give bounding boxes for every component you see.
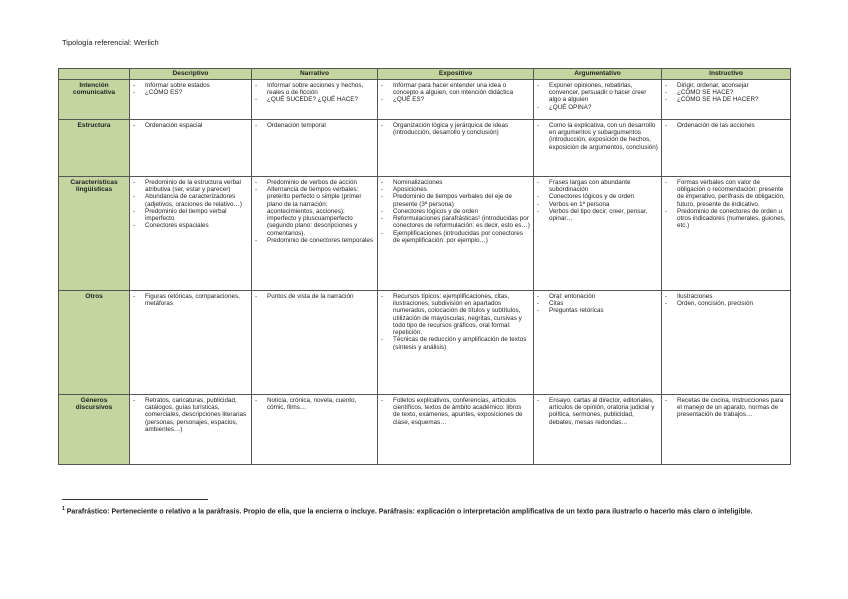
list-item: - Dirigir, ordenar, aconsejar [665, 82, 787, 89]
list-item: - Alternancia de tiempos verbales: pretérito perfecto o simple (primer plano de la narración: acontecimientos, acciones); imperfecto y pluscuamperfecto (segundo plano: descripciones y comentarios). [255, 186, 374, 237]
cell-list [665, 82, 787, 104]
list-item: - ¿CÓMO ES? [133, 89, 248, 96]
cell-list [537, 293, 658, 315]
column-header: Narrativo [252, 69, 378, 80]
table-row [59, 119, 791, 176]
list-item: - ¿QUÉ SUCEDE? ¿QUÉ HACE? [255, 96, 374, 103]
list-item: - Ordenación de las acciones [665, 122, 787, 129]
cell-list [381, 179, 530, 245]
table-cell [534, 394, 662, 464]
table-cell [130, 79, 252, 119]
table-cell [252, 290, 378, 394]
cell-list [255, 179, 374, 245]
list-item: - Predominio de tiempos verbales del eje de presente (3ª persona) [381, 193, 530, 208]
list-item: - Aposiciones [381, 186, 530, 193]
table-cell [130, 394, 252, 464]
list-item: - Recetas de cocina, instrucciones para el manejo de un aparato, normas de presentación de trabajos… [665, 397, 787, 419]
table-cell [130, 290, 252, 394]
list-item: - Verbos en 1ª persona [537, 201, 658, 208]
typology-table [58, 68, 791, 465]
cell-list [255, 397, 374, 412]
cell-list [133, 397, 248, 433]
table-cell [378, 119, 534, 176]
table-cell [378, 176, 534, 290]
list-item: - Predominio de conectores de orden u otros indicadores (numerales, guiones, etc.) [665, 208, 787, 230]
table-cell [252, 79, 378, 119]
list-item: - ¿CÓMO SE HACE? [665, 89, 787, 96]
list-item: - Retratos, caricaturas, publicidad, catálogos, guías turísticas, comerciales, descripciones literarias (personas, personajes, espacios, ambientes…) [133, 397, 248, 433]
list-item: - Predominio de verbos de acción [255, 179, 374, 186]
list-item: - Reformulaciones parafrásticas¹ (introducidas por conectores de reformulación: es decir, esto es…) [381, 215, 530, 230]
cell-list [537, 397, 658, 426]
row-header: Otros [59, 290, 130, 394]
list-item: - Ejemplificaciones (introducidas por conectores de ejemplificación: por ejemplo…) [381, 230, 530, 245]
list-item: - Conectores lógicos y de orden [537, 193, 658, 200]
table-cell [252, 394, 378, 464]
list-item: - Ordenación espacial [133, 122, 248, 129]
list-item: - ¿QUÉ OPINA? [537, 104, 658, 111]
table-body [59, 79, 791, 464]
list-item: - Oral: entonación [537, 293, 658, 300]
list-item: - Organización lógica y jerárquica de ideas (introducción, desarrollo y conclusión) [381, 122, 530, 137]
cell-list [381, 397, 530, 426]
list-item: - Frases largas con abundante subordinación [537, 179, 658, 194]
list-item: - ¿QUÉ ES? [381, 96, 530, 103]
cell-list [133, 122, 248, 129]
table-cell [534, 176, 662, 290]
table-row [59, 79, 791, 119]
corner-cell [59, 69, 130, 80]
list-item: - Técnicas de reducción y amplificación de textos (síntesis y análisis) [381, 336, 530, 351]
cell-list [537, 179, 658, 223]
row-header: Géneros discursivos [59, 394, 130, 464]
row-header: Estructura [59, 119, 130, 176]
list-item: - Verbos del tipo decir, creer, pensar, opinar… [537, 208, 658, 223]
list-item: - Informar sobre estados [133, 82, 248, 89]
cell-list [381, 122, 530, 137]
list-item: - Abundancia de caracterizadores (adjetivos, oraciones de relativo…) [133, 193, 248, 208]
column-header: Instructivo [662, 69, 791, 80]
column-header: Expositivo [378, 69, 534, 80]
list-item: - Nominalizaciones [381, 179, 530, 186]
list-item: - Predominio de conectores temporales [255, 237, 374, 244]
table-cell [662, 394, 791, 464]
list-item: - Ordenación temporal [255, 122, 374, 129]
footnote-marker: 1 [62, 506, 65, 512]
table-row [59, 176, 791, 290]
list-item: - Predominio del tiempo verbal imperfecto [133, 208, 248, 223]
cell-list [133, 179, 248, 230]
list-item: - Recursos típicos: ejemplificaciones, citas, ilustraciones, subdivisión en apartados numerados, colocación de títulos y subtítulos, utilización de mayúsculas, negritas, cursivas y todo tipo de recursos gráficos, oral formal: repetición. [381, 293, 530, 337]
list-item: - Exponer opiniones, rebatirlas, convencer, persuadir o hacer creer algo a alguien [537, 82, 658, 104]
table-cell [662, 176, 791, 290]
table-cell [534, 290, 662, 394]
row-header: Intención comunicativa [59, 79, 130, 119]
table-cell [662, 79, 791, 119]
list-item: - ¿CÓMO SE HA DE HACER? [665, 96, 787, 103]
list-item: - Citas [537, 300, 658, 307]
list-item: - Formas verbales con valor de obligación o recomendación: presente de imperativo, perífrasis de obligación, futuro, presente de indicativo. [665, 179, 787, 208]
table-header-row [59, 69, 791, 80]
list-item: - Noticia, crónica, novela, cuento, cómic, films… [255, 397, 374, 412]
list-item: - Conectores espaciales [133, 222, 248, 229]
list-item: - Puntos de vista de la narración [255, 293, 374, 300]
cell-list [133, 293, 248, 308]
table-cell [662, 290, 791, 394]
footnote-text: Parafrástico: Perteneciente o relativo a la paráfrasis. Propio de ella, que la encierra o incluye. Paráfrasis: explicación o interpretación amplificativa de un texto para ilustrarlo o hacerlo más claro o inteligible. [66, 508, 753, 516]
list-item: - Folletos explicativos, conferencias, artículos científicos, textos de ámbito académico: libros de texto, exámenes, apuntes, exposiciones de clase, esquemas… [381, 397, 530, 426]
table-row [59, 290, 791, 394]
cell-list [255, 293, 374, 300]
cell-list [537, 82, 658, 111]
table-cell [534, 119, 662, 176]
table-cell [252, 176, 378, 290]
list-item: - Informar para hacer entender una idea o concepto a alguien, con intención didáctica [381, 82, 530, 97]
cell-list [255, 122, 374, 129]
table-cell [130, 176, 252, 290]
table-cell [378, 290, 534, 394]
cell-list [665, 397, 787, 419]
footnote [62, 506, 792, 518]
table-cell [252, 119, 378, 176]
cell-list [665, 122, 787, 129]
list-item: - Ensayo, cartas al director, editoriales, artículos de opinión, oratoria judicial y política, sermones, publicidad, debates, mesas redondas… [537, 397, 658, 426]
cell-list [381, 293, 530, 351]
list-item: - Informar sobre acciones y hechos, reales o de ficción [255, 82, 374, 97]
cell-list [381, 82, 530, 104]
cell-list [133, 82, 248, 97]
row-header: Características lingüísticas [59, 176, 130, 290]
cell-list [665, 293, 787, 308]
cell-list [665, 179, 787, 230]
table-row [59, 394, 791, 464]
list-item: - Ilustraciones [665, 293, 787, 300]
cell-list [537, 122, 658, 151]
footnote-separator [62, 499, 208, 500]
list-item: - Conectores lógicos y de orden [381, 208, 530, 215]
cell-list [255, 82, 374, 104]
table-cell [378, 79, 534, 119]
column-header: Argumentativo [534, 69, 662, 80]
list-item: - Preguntas retóricas [537, 307, 658, 314]
column-header: Descriptivo [130, 69, 252, 80]
list-item: - Predominio de la estructura verbal atributiva (ser, estar y parecer) [133, 179, 248, 194]
list-item: - Figuras retóricas, comparaciones, metáforas [133, 293, 248, 308]
page-title: Tipología referencial: Werlich [62, 38, 159, 47]
table-cell [378, 394, 534, 464]
table-cell [662, 119, 791, 176]
table-cell [130, 119, 252, 176]
list-item: - Como la explicativa, con un desarrollo en argumentos y subargumentos (introducción, exposición de hechos, exposición de argumentos, conclusión) [537, 122, 658, 151]
list-item: - Orden, concisión, precisión [665, 300, 787, 307]
table-cell [534, 79, 662, 119]
